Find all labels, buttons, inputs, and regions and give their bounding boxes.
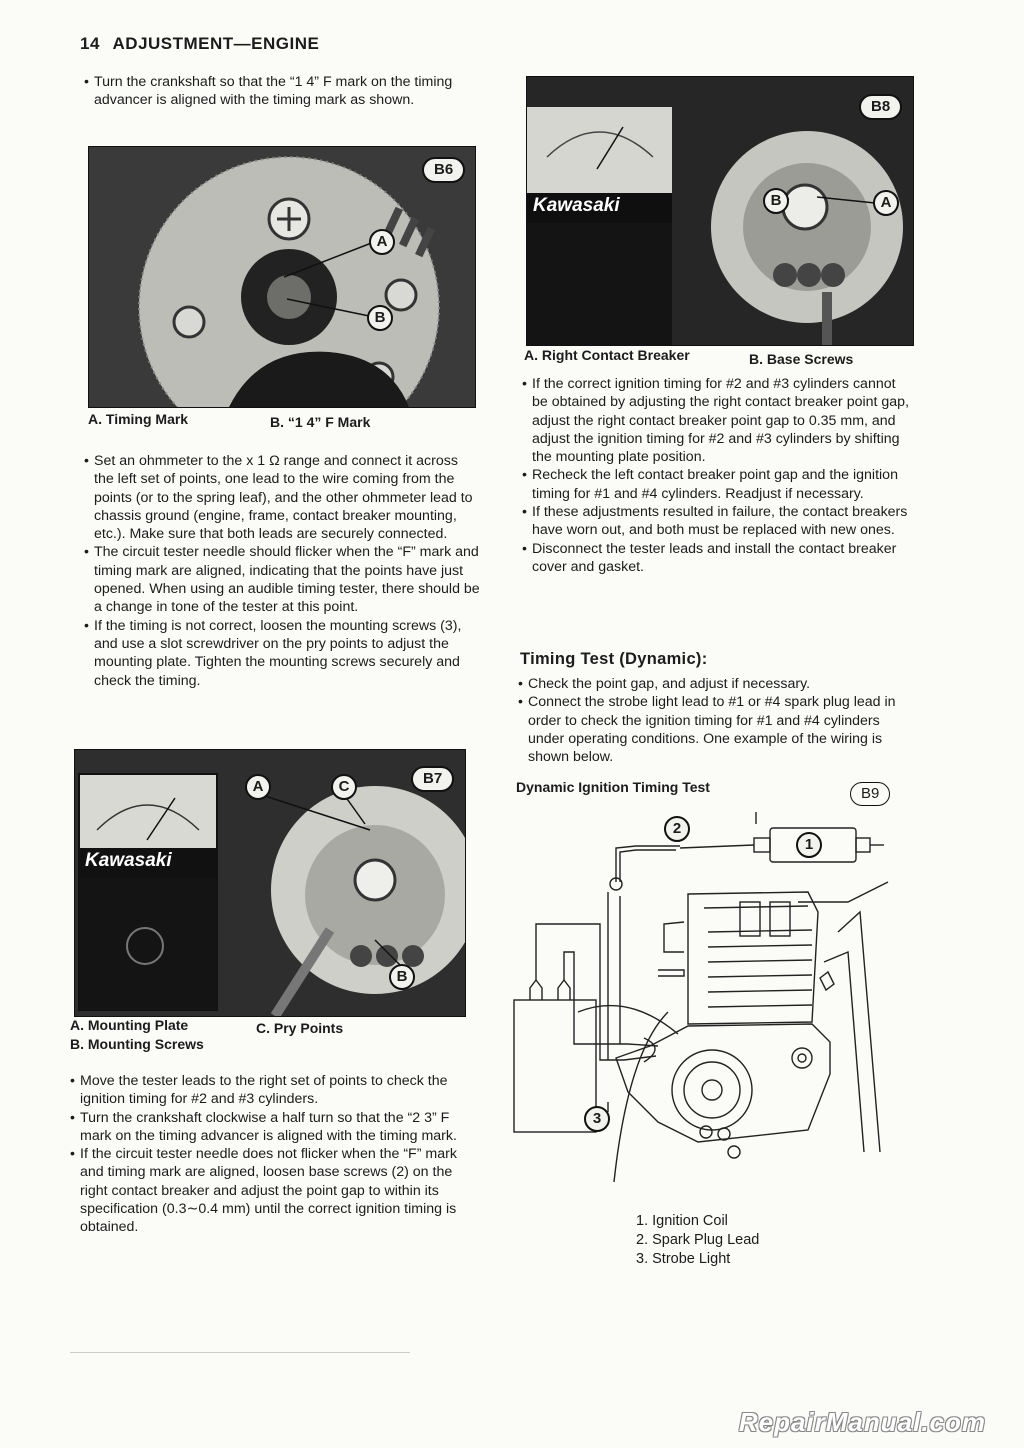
figure-b7-caption-a: A. Mounting Plate bbox=[70, 1017, 189, 1033]
connect-strobe-paragraph: • Connect the strobe light lead to #1 or #4 spark plug lead in order to check the ignition timing for #1 and #4 cylinders under operating conditions. One example of the wiring is shown below. bbox=[514, 693, 914, 766]
intro-paragraph: • Turn the crankshaft so that the “1 4” F mark on the timing advancer is aligned with the timing mark as shown. bbox=[80, 73, 480, 110]
left-bottom-text bbox=[66, 1072, 464, 1237]
turn-crankshaft-paragraph: • Turn the crankshaft clockwise a half turn so that the “2 3” F mark on the timing advancer is aligned with the timing mark. bbox=[66, 1109, 464, 1146]
watermark-logo: RepairManual.com bbox=[738, 1407, 986, 1437]
figure-b7-caption-b: B. Mounting Screws bbox=[70, 1036, 204, 1052]
figure-b7 bbox=[74, 749, 466, 1017]
right-dynamic-text bbox=[514, 675, 914, 766]
check-point-gap-paragraph: • Check the point gap, and adjust if necessary. bbox=[514, 675, 914, 693]
figure-b8-caption-a: A. Right Contact Breaker bbox=[524, 347, 690, 363]
figure-b7-caption-c: C. Pry Points bbox=[256, 1020, 344, 1036]
figure-b7-callout-c: C bbox=[331, 774, 357, 800]
diagram-callout-1: 1 bbox=[796, 832, 822, 858]
figure-b6 bbox=[88, 146, 476, 408]
figure-b7-badge: B7 bbox=[411, 766, 454, 792]
figure-b8-brand: Kawasaki bbox=[533, 195, 620, 216]
legend-item-spark-plug-lead: 2. Spark Plug Lead bbox=[636, 1232, 760, 1248]
figure-b7-callout-b: B bbox=[389, 964, 415, 990]
figure-b6-caption-b: B. “1 4” F Mark bbox=[270, 414, 371, 430]
legend-item-strobe-light: 3. Strobe Light bbox=[636, 1251, 731, 1267]
page-title: ADJUSTMENT—ENGINE bbox=[112, 34, 320, 53]
intro-text bbox=[80, 73, 480, 110]
page-number: 14 bbox=[80, 34, 100, 53]
figure-b8-badge: B8 bbox=[859, 94, 902, 120]
page-header bbox=[80, 34, 319, 54]
figure-b6-photo bbox=[89, 147, 475, 407]
recheck-paragraph: • Recheck the left contact breaker point gap and the ignition timing for #1 and #4 cylinders. Readjust if necessary. bbox=[518, 466, 914, 503]
worn-out-paragraph: • If these adjustments resulted in failure, the contact breakers have worn out, and both must be replaced with new ones. bbox=[518, 503, 914, 540]
diagram-legend bbox=[636, 1212, 759, 1269]
footer-divider bbox=[70, 1352, 410, 1353]
figure-b6-callout-a: A bbox=[369, 229, 395, 255]
left-middle-text bbox=[80, 452, 480, 690]
ohmmeter-paragraph: • Set an ohmmeter to the x 1 Ω range and connect it across the left set of points, one lead to the wire coming from the points (or to the spring leaf), and the other ohmmeter lead to chassis ground (engine, frame, contact breaker mounting, etc.). Make sure that both leads are securely connected. bbox=[80, 452, 480, 543]
right-top-text bbox=[518, 375, 914, 576]
figure-b6-badge: B6 bbox=[422, 157, 465, 183]
figure-b6-callout-b: B bbox=[367, 305, 393, 331]
diagram-callout-2: 2 bbox=[664, 816, 690, 842]
figure-b7-brand: Kawasaki bbox=[85, 850, 172, 871]
figure-b7-callout-a: A bbox=[245, 774, 271, 800]
diagram-badge: B9 bbox=[850, 782, 890, 806]
figure-b8-callout-b: B bbox=[763, 188, 789, 214]
figure-b8 bbox=[526, 76, 914, 346]
figure-b8-caption-b: B. Base Screws bbox=[749, 351, 854, 367]
figure-b8-callout-a: A bbox=[873, 190, 899, 216]
figure-b6-caption-a: A. Timing Mark bbox=[88, 411, 189, 427]
move-leads-paragraph: • Move the tester leads to the right set of points to check the ignition timing for #2 and #3 cylinders. bbox=[66, 1072, 464, 1109]
ignition-timing-diagram bbox=[508, 812, 918, 1182]
needle-not-flicker-paragraph: • If the circuit tester needle does not flicker when the “F” mark and timing mark are aligned, loosen base screws (2) on the right contact breaker and adjust the point gap to within its specification (0.3∼0.4 mm) until the correct ignition timing is obtained. bbox=[66, 1145, 464, 1236]
section-title: Timing Test (Dynamic): bbox=[520, 650, 708, 668]
diagram-callout-3: 3 bbox=[584, 1106, 610, 1132]
legend-item-ignition-coil: 1. Ignition Coil bbox=[636, 1213, 728, 1229]
timing-correct-paragraph: • If the timing is not correct, loosen the mounting screws (3), and use a slot screwdriver on the pry points to adjust the mounting plate. Tighten the mounting screws securely and check the timing. bbox=[80, 617, 480, 690]
diagram-title: Dynamic Ignition Timing Test bbox=[516, 779, 710, 795]
tester-needle-paragraph: • The circuit tester needle should flicker when the “F” mark and timing mark are aligned, indicating that the points have just opened. When using an audible timing tester, there should be a change in tone of the tester at this point. bbox=[80, 543, 480, 616]
correct-timing-paragraph: • If the correct ignition timing for #2 and #3 cylinders cannot be obtained by adjusting the right contact breaker point gap, adjust the right contact breaker point gap to 0.35 mm, and adjust the ignition timing for #2 and #3 cylinders by shifting the mounting plate position. bbox=[518, 375, 914, 466]
disconnect-paragraph: • Disconnect the tester leads and install the contact breaker cover and gasket. bbox=[518, 540, 914, 577]
